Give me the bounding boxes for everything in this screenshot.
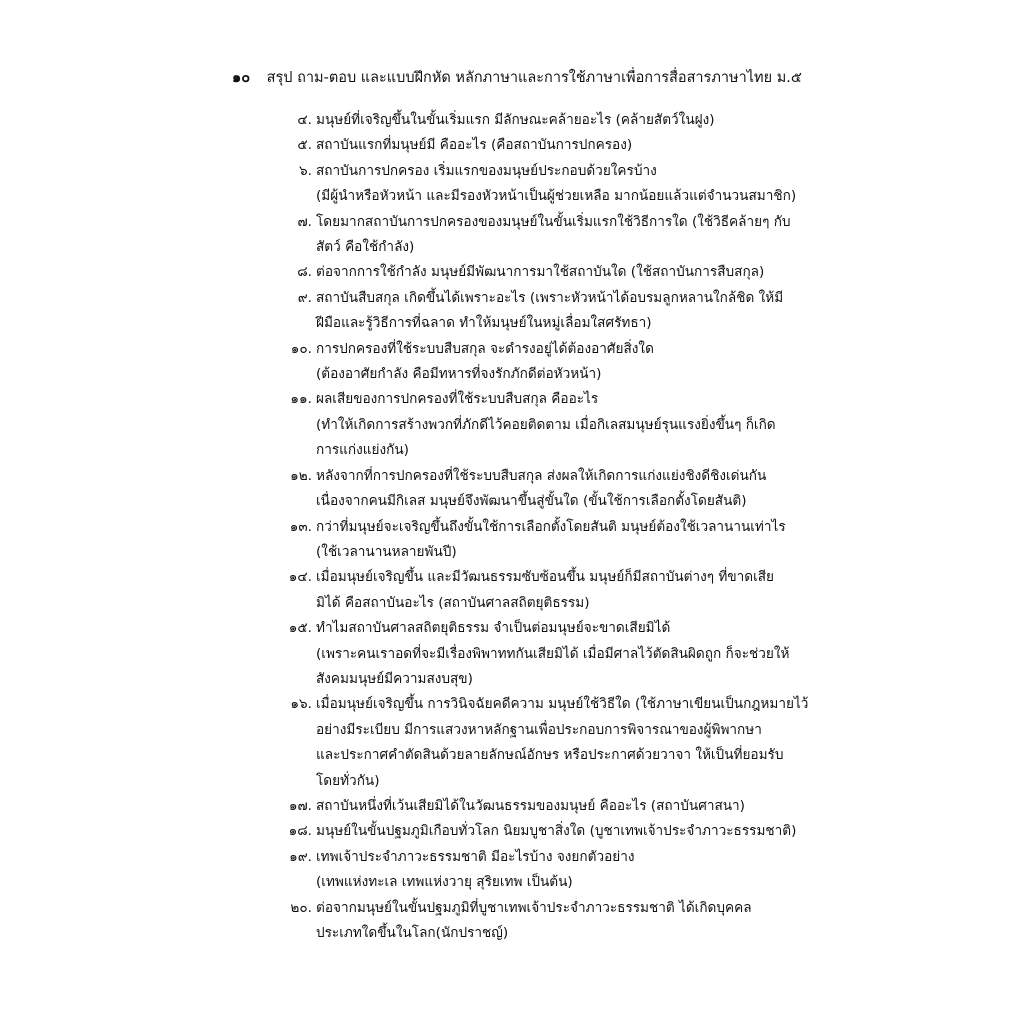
page-header — [232, 68, 802, 88]
qa-item-line: สัตว์ คือใช้กำลัง) — [316, 239, 415, 256]
qa-item-line: การแก่งแย่งกัน) — [316, 442, 409, 459]
qa-item-text — [316, 337, 812, 388]
qa-item-line: โดยมากสถาบันการปกครองของมนุษย์ในขั้นเริ่มแรกใช้วิธีการใด (ใช้วิธีคล้ายๆ กับ — [316, 213, 791, 230]
qa-item-line: สถาบันหนึ่งที่เว้นเสียมิได้ในวัฒนธรรมของมนุษย์ คืออะไร (สถาบันศาสนา) — [316, 797, 745, 814]
qa-item-line: เมื่อมนุษย์เจริญขึ้น และมีวัฒนธรรมซับซ้อนขึ้น มนุษย์ก็มีสถาบันต่างๆ ที่ขาดเสีย — [316, 569, 775, 586]
qa-item-line: หลังจากที่การปกครองที่ใช้ระบบสืบสกุล ส่งผลให้เกิดการแก่งแย่งชิงดีชิงเด่นกัน — [316, 467, 767, 484]
qa-item-number: ๖. — [299, 162, 312, 179]
qa-item — [272, 794, 812, 819]
qa-item-text — [316, 133, 812, 158]
qa-item — [272, 133, 812, 158]
qa-item-text — [316, 286, 812, 337]
qa-item — [272, 387, 812, 463]
qa-item-number: ๑๐. — [290, 340, 312, 357]
qa-item — [272, 210, 812, 261]
qa-item — [272, 692, 812, 794]
qa-item-number: ๗. — [297, 213, 312, 230]
qa-item-line: ต่อจากการใช้กำลัง มนุษย์มีพัฒนาการมาใช้สถาบันใด (ใช้สถาบันการสืบสกุล) — [316, 264, 765, 281]
qa-item-line: (ทำให้เกิดการสร้างพวกที่ภักดีไว้คอยติดตาม เมื่อกิเลสมนุษย์รุนแรงยิ่งขึ้นๆ ก็เกิด — [316, 416, 776, 433]
qa-item-line: การปกครองที่ใช้ระบบสืบสกุล จะดำรงอยู่ได้ต้องอาศัยสิ่งใด — [316, 340, 654, 357]
qa-item-text — [316, 616, 812, 692]
qa-item-number: ๑๘. — [288, 823, 312, 840]
qa-item-line: (มีผู้นำหรือหัวหน้า และมีรองหัวหน้าเป็นผู้ช่วยเหลือ มากน้อยแล้วแต่จำนวนสมาชิก) — [316, 188, 797, 205]
qa-item-line: เนื่องจากคนมีกิเลส มนุษย์จึงพัฒนาขึ้นสู่ขั้นใด (ขั้นใช้การเลือกตั้งโดยสันติ) — [316, 493, 747, 510]
qa-item-number: ๒๐. — [290, 899, 312, 916]
qa-item-number: ๔. — [297, 112, 312, 128]
qa-item-line: ต่อจากมนุษย์ในขั้นปฐมภูมิที่บูชาเทพเจ้าประจำภาวะธรรมชาติ ได้เกิดบุคคล — [316, 899, 752, 916]
qa-item — [272, 515, 812, 566]
qa-item-line: โดยทั่วกัน) — [316, 772, 380, 789]
qa-item — [272, 616, 812, 692]
qa-item-line: ผลเสียของการปกครองที่ใช้ระบบสืบสกุล คืออะไร — [316, 391, 599, 408]
qa-item-number: ๕. — [297, 137, 312, 154]
qa-item-line: เทพเจ้าประจำภาวะธรรมชาติ มีอะไรบ้าง จงยกตัวอย่าง — [316, 848, 635, 865]
qa-item-line: (ใช้เวลานานหลายพันปี) — [316, 543, 457, 560]
qa-item-text — [316, 464, 812, 515]
qa-item-number: ๘. — [297, 264, 312, 281]
qa-item — [272, 565, 812, 616]
qa-item-text — [316, 794, 812, 819]
qa-item-line: ฝีมือและรู้วิธีการที่ฉลาด ทำให้มนุษย์ในหมู่เลื่อมใสศรัทธา) — [316, 315, 652, 332]
qa-item-text — [316, 387, 812, 463]
qa-item-text — [316, 515, 812, 566]
qa-item-line: ประเภทใดขึ้นในโลก(นักปราชญ์) — [316, 925, 509, 941]
qa-item-line: มิได้ คือสถาบันอะไร (สถาบันศาลสถิตยุติธรรม) — [316, 594, 590, 611]
qa-item-line: สถาบันแรกที่มนุษย์มี คืออะไร (คือสถาบันการปกครอง) — [316, 137, 633, 154]
qa-item-line: (ต้องอาศัยกำลัง คือมีทหารที่จงรักภักดีต่อหัวหน้า) — [316, 366, 602, 383]
qa-item-number: ๑๔. — [288, 569, 312, 586]
qa-item-text — [316, 108, 812, 133]
qa-item-line: (เทพแห่งทะเล เทพแห่งวายุ สุริยเทพ เป็นต้น) — [316, 874, 573, 891]
qa-item — [272, 286, 812, 337]
qa-item-number: ๑๙. — [289, 848, 312, 865]
qa-list — [272, 108, 812, 946]
qa-item — [272, 896, 812, 947]
qa-item-text — [316, 896, 812, 947]
qa-item-number: ๑๒. — [290, 467, 312, 484]
qa-item — [272, 464, 812, 515]
qa-item-line: เมื่อมนุษย์เจริญขึ้น การวินิจฉัยคดีความ มนุษย์ใช้วิธีใด (ใช้ภาษาเขียนเป็นกฎหมายไว้ — [316, 696, 809, 713]
qa-item-number: ๑๑. — [290, 391, 312, 408]
qa-item-text — [316, 845, 812, 896]
qa-item — [272, 845, 812, 896]
qa-item-line: อย่างมีระเบียบ มีการแสวงหาหลักฐานเพื่อประกอบการพิจารณาของผู้พิพากษา — [316, 721, 762, 738]
qa-item-text — [316, 210, 812, 261]
qa-item-number: ๑๓. — [289, 518, 312, 535]
qa-item-number: ๑๖. — [290, 696, 312, 713]
qa-item-line: ทำไมสถาบันศาลสถิตยุติธรรม จำเป็นต่อมนุษย์จะขาดเสียมิได้ — [316, 620, 671, 637]
qa-item — [272, 260, 812, 285]
qa-item — [272, 337, 812, 388]
qa-item-line: มนุษย์ในขั้นปฐมภูมิเกือบทั่วโลก นิยมบูชาสิ่งใด (บูชาเทพเจ้าประจำภาวะธรรมชาติ) — [316, 823, 797, 840]
qa-item-line: กว่าที่มนุษย์จะเจริญขึ้นถึงขั้นใช้การเลือกตั้งโดยสันติ มนุษย์ต้องใช้เวลานานเท่าไร — [316, 518, 786, 535]
qa-item-number: ๙. — [297, 289, 312, 306]
qa-item-text — [316, 819, 812, 844]
qa-item-line: และประกาศคำตัดสินด้วยลายลักษณ์อักษร หรือประกาศด้วยวาจา ให้เป็นที่ยอมรับ — [316, 747, 784, 764]
qa-item-text — [316, 692, 812, 794]
qa-item-line: (เพราะคนเราอดที่จะมีเรื่องพิพาททกันเสียมิได้ เมื่อมีศาลไว้ตัดสินผิดถูก ก็จะช่วยให้ — [316, 645, 790, 662]
qa-item-text — [316, 260, 812, 285]
qa-item — [272, 159, 812, 210]
page-number: ๑๐ — [232, 70, 251, 86]
qa-item-line: มนุษย์ที่เจริญขึ้นในขั้นเริ่มแรก มีลักษณะคล้ายอะไร (คล้ายสัตว์ในฝูง) — [316, 112, 715, 128]
qa-item-number: ๑๕. — [288, 620, 312, 637]
qa-item-text — [316, 565, 812, 616]
qa-item — [272, 108, 812, 133]
qa-item-line: สถาบันการปกครอง เริ่มแรกของมนุษย์ประกอบด้วยใครบ้าง — [316, 162, 657, 179]
qa-item-line: สถาบันสืบสกุล เกิดขึ้นได้เพราะอะไร (เพราะหัวหน้าได้อบรมลูกหลานใกล้ชิด ให้มี — [316, 289, 784, 306]
page-title: สรุป ถาม-ตอบ และแบบฝึกหัด หลักภาษาและการใช้ภาษาเพื่อการสื่อสารภาษาไทย ม.๕ — [266, 70, 802, 86]
qa-item-line: สังคมมนุษย์มีความสงบสุข) — [316, 670, 473, 687]
qa-item — [272, 819, 812, 844]
qa-item-text — [316, 159, 812, 210]
qa-item-number: ๑๗. — [288, 797, 312, 814]
